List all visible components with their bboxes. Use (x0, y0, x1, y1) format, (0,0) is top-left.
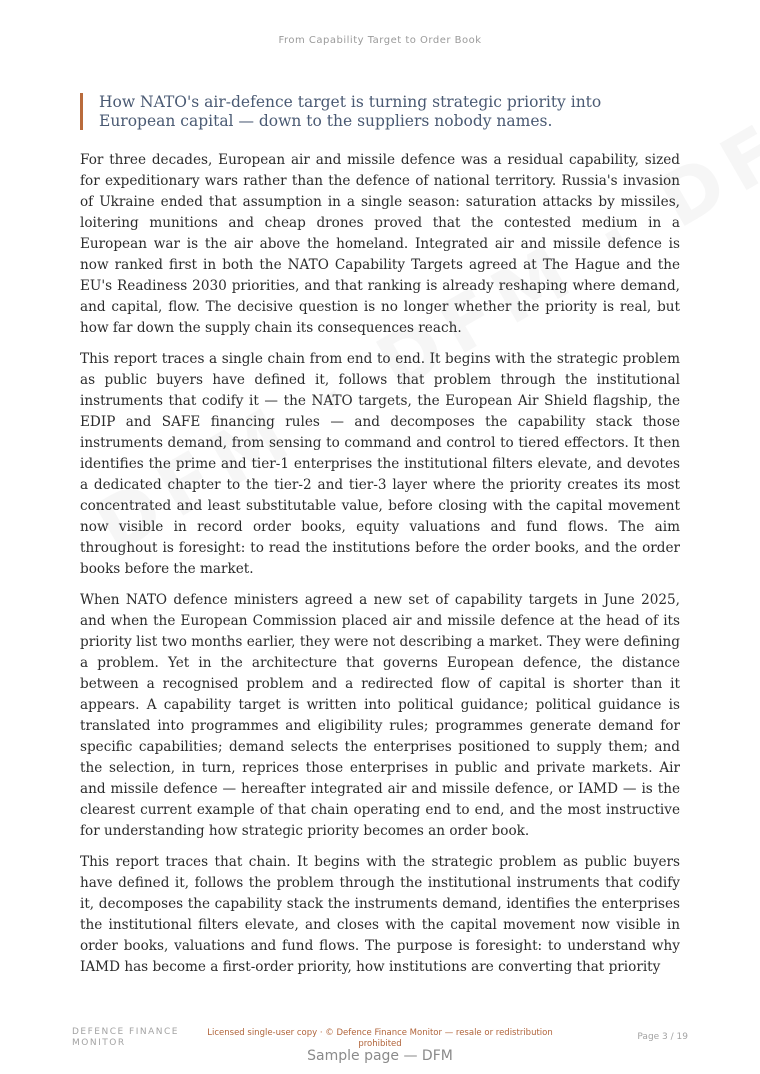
sample-page-label: Sample page — DFM (307, 1048, 453, 1064)
paragraph-2: This report traces a single chain from end to end. It begins with the strategic problem as public buyers have defined it, follows that problem through the institutional instruments that codify it — the NATO targets, the European Air Shield flagship, the EDIP and SAFE financing rules — and decomposes the capability stack those instruments demand, from sensing to command and control to tiered effectors. It then identifies the prime and tier-1 enterprises the institutional filters elevate, and devotes a dedicated chapter to the tier-2 and tier-3 layer where the priority creates its most concentrated and least substitutable value, before closing with the capital movement now visible in record order books, equity valuations and fund flows. The aim throughout is foresight: to read the institutions before the order books, and the order books before the market. (80, 351, 680, 577)
footer-brand (72, 1027, 179, 1048)
pull-quote: How NATO's air-defence target is turning strategic priority into European capital — down to the suppliers nobody names. (80, 93, 680, 130)
footer-license-notice: Licensed single-user copy · © Defence Finance Monitor — resale or redistribution prohibited (207, 1028, 553, 1049)
page-number: Page 3 / 19 (637, 1032, 688, 1042)
footer-brand-line-1: DEFENCE FINANCE (72, 1027, 179, 1037)
body-text (80, 150, 680, 988)
paragraph-4: This report traces that chain. It begins with the strategic problem as public buyers have defined it, follows the problem through the institutional instruments that codify it, decomposes the capability stack the instruments demand, identifies the enterprises the institutional filters elevate, and closes with the capital movement now visible in order books, valuations and fund flows. The purpose is foresight: to understand why IAMD has become a first-order priority, how institutions are converting that priority (80, 854, 680, 975)
footer-brand-line-2: MONITOR (72, 1037, 126, 1048)
paragraph-3: When NATO defence ministers agreed a new set of capability targets in June 2025, and when the European Commission placed air and missile defence at the head of its priority list two months earlier, they were not describing a market. They were defining a problem. Yet in the architecture that governs European defence, the distance between a recognised problem and a redirected flow of capital is shorter than it appears. A capability target is written into political guidance; political guidance is translated into programmes and eligibility rules; programmes generate demand for specific capabilities; demand selects the enterprises positioned to supply them; and the selection, in turn, reprices those enterprises in public and private markets. Air and missile defence — hereafter integrated air and missile defence, or IAMD — is the clearest current example of that chain operating end to end, and the most instructive for understanding how strategic priority becomes an order book. (80, 592, 680, 839)
running-header: From Capability Target to Order Book (278, 35, 482, 46)
paragraph-1: For three decades, European air and missile defence was a residual capability, sized for expeditionary wars rather than the defence of national territory. Russia's invasion of Ukraine ended that assumption in a single season: saturation attacks by missiles, loitering munitions and cheap drones proved that the contested medium in a European war is the air above the homeland. Integrated air and missile defence is now ranked first in both the NATO Capability Targets agreed at The Hague and the EU's Readiness 2030 priorities, and that ranking is already reshaping where demand, and capital, flow. The decisive question is no longer whether the priority is real, but how far down the supply chain its consequences reach. (80, 152, 680, 336)
